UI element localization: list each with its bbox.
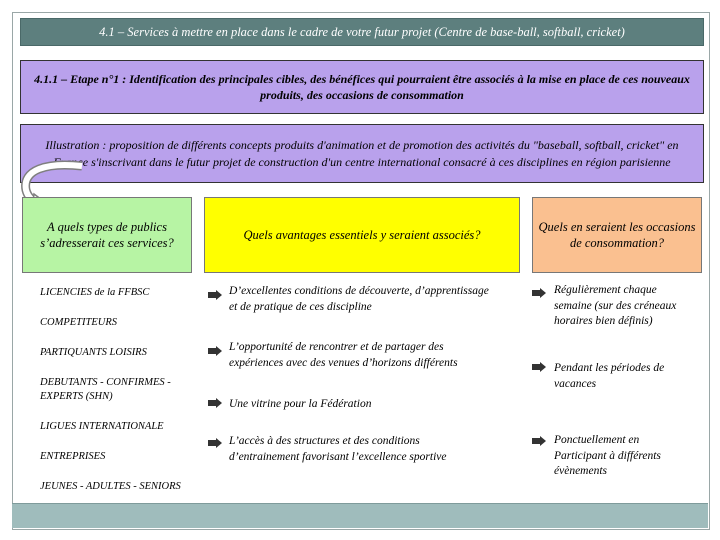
arrow-right-icon [208,290,222,300]
public-item: COMPETITEURS [40,317,117,328]
avantage-item: D’excellentes conditions de découverte, d’apprentissage et de pratique de ces discipline [229,285,489,313]
arrow-right-icon [532,436,546,446]
occasion-item: Pendant les périodes de vacances [554,362,665,390]
arrow-right-icon [208,346,222,356]
public-item: LICENCIES de la FFBSC [40,287,150,298]
slide-title: 4.1 – Services à mettre en place dans le cadre de votre futur projet (Centre de base-ball, softball, cricket) [20,18,704,46]
footer-bar [12,503,708,528]
avantage-item: L’accès à des structures et des conditions d’entrainement favorisant l’excellence sportive [229,435,447,463]
arrow-right-icon [532,362,546,372]
header-avantages: Quels avantages essentiels y seraient associés? [204,197,520,273]
public-item: JEUNES - ADULTES - SENIORS [40,481,181,492]
illustration-text: Illustration : proposition de différents concepts produits d'animation et de promotion des activités du "baseball, softball, cricket" en France s'inscrivant dans le futur projet de construction d'un centre international consacré à ces disciplines en région parisienne [20,124,704,183]
avantage-item: L’opportunité de rencontrer et de partager des expériences avec des venues d’horizons différents [229,341,458,369]
public-item: LIGUES INTERNATIONALE [40,421,164,432]
public-item: PARTIQUANTS LOISIRS [40,347,147,358]
header-publics: A quels types de publics s’adresserait ces services? [22,197,192,273]
arrow-right-icon [208,398,222,408]
public-item: ENTREPRISES [40,451,106,462]
header-occasions: Quels en seraient les occasions de consommation? [532,197,702,273]
arrow-right-icon [208,438,222,448]
public-item: DEBUTANTS - CONFIRMES - EXPERTS (SHN) [40,377,171,403]
avantage-item: Une vitrine pour la Fédération [229,398,372,410]
occasion-item: Régulièrement chaque semaine (sur des créneaux horaires bien définis) [554,284,677,328]
arrow-right-icon [532,288,546,298]
step-heading: 4.1.1 – Etape n°1 : Identification des principales cibles, des bénéfices qui pourraient être associés à la mise en place de ces nouveaux produits, des occasions de consommation [20,60,704,114]
occasion-item: Ponctuellement en Participant à différents évènements [554,434,661,478]
